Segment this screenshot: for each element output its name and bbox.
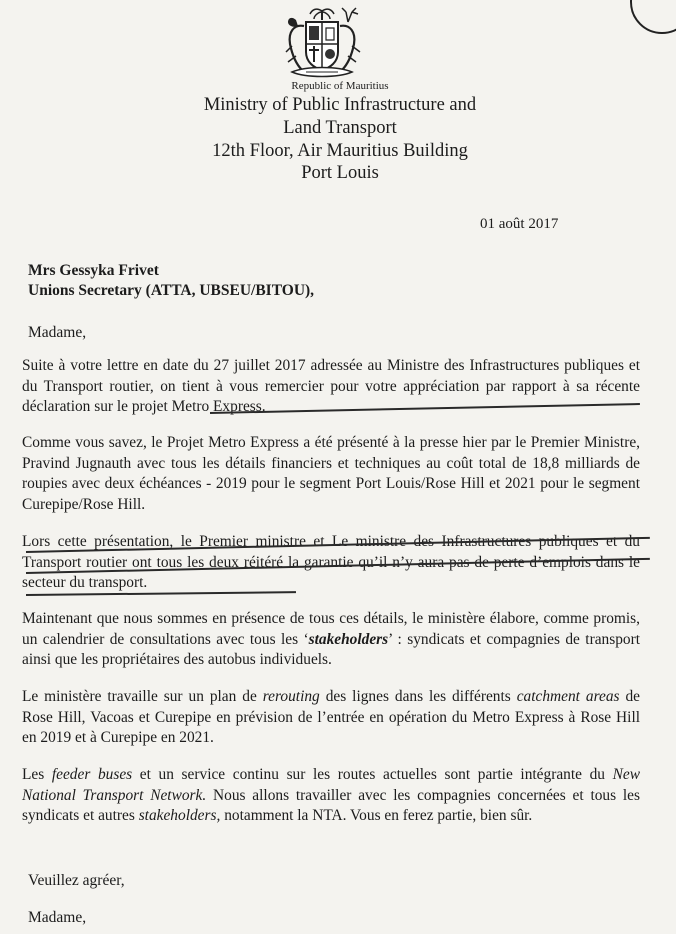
paragraph-6-feeder-buses: feeder buses bbox=[51, 766, 133, 783]
paragraph-6-network-name: New National Transport Network. bbox=[22, 766, 640, 804]
paragraph-4-text-c: ’ : syndicats et compagnies de transport ainsi que les propriétaires des autobus individuels. bbox=[22, 630, 640, 668]
letterhead-ministry-line1: Ministry of Public Infrastructure and bbox=[203, 95, 477, 115]
salutation: Madame, bbox=[28, 324, 87, 341]
letterhead-republic: Republic of Mauritius bbox=[291, 80, 389, 92]
paragraph-6-text-c: et un service continu sur les routes actuelles sont partie intégrante du bbox=[132, 766, 613, 783]
pen-mark bbox=[630, 0, 676, 34]
paragraph-5-text-a: Le ministère travaille sur un plan de bbox=[22, 688, 263, 705]
paragraph-4 bbox=[22, 609, 640, 671]
paragraph-2: Comme vous savez, le Projet Metro Express a été présenté à la presse hier par le Premier Ministre, Pravind Jugnauth avec tous les détails financiers et techniques au coût total de 18,8 milliards de roupies avec deux échéances - 2019 pour le segment Port Louis/Rose Hill et 2021 pour le segment Curepipe/Rose Hill. bbox=[22, 434, 640, 513]
paragraph-4-text-a: Maintenant que nous sommes en présence de tous ces détails, le ministère élabore, comme promis, un calendrier de consultations avec tous les ‘ bbox=[22, 610, 640, 648]
letterhead-address-line2: Port Louis bbox=[301, 163, 379, 183]
paragraph-4-stakeholders: stakeholders bbox=[308, 630, 389, 648]
letter-date: 01 août 2017 bbox=[480, 216, 559, 232]
paragraph-5 bbox=[22, 687, 640, 749]
paragraph-5-text-e: de Rose Hill, Vacoas et Curepipe en prévision de l’entrée en opération du Metro Express à Rose Hill en 2019 et à Curepipe en 2021. bbox=[22, 688, 640, 746]
recipient-title: Unions Secretary (ATTA, UBSEU/BITOU), bbox=[28, 282, 315, 299]
letterhead-address-line1: 12th Floor, Air Mauritius Building bbox=[212, 141, 468, 161]
paragraph-6 bbox=[22, 765, 640, 827]
letterhead-ministry-line2: Land Transport bbox=[283, 118, 397, 138]
paragraph-5-rerouting: rerouting bbox=[262, 688, 320, 705]
paragraph-1: Suite à votre lettre en date du 27 juillet 2017 adressée au Ministre des Infrastructures publiques et du Transport routier, on tient à vous remercier pour votre appréciation par rapport à sa récente déclaration sur le projet Metro Express. bbox=[22, 357, 640, 415]
paragraph-6-text-e: Nous allons travailler avec les compagnies concernées et tous les syndicats et autres bbox=[22, 786, 641, 824]
closing-salutation: Madame, bbox=[28, 909, 87, 926]
paragraph-6-text-g: notamment la NTA. Vous en ferez partie, bien sûr. bbox=[220, 807, 533, 824]
paragraph-3: Lors cette présentation, le Premier ministre et Le ministre des Infrastructures publiques et du Transport routier ont tous les deux réitéré la garantie qu’il n’y aura pas de perte d’emplois dans le secteur du transport. bbox=[22, 533, 640, 591]
recipient-name: Mrs Gessyka Frivet bbox=[28, 262, 159, 279]
paragraph-6-stakeholders: stakeholders, bbox=[138, 807, 221, 824]
paragraph-5-catchment-areas: catchment areas bbox=[516, 688, 620, 705]
paragraph-5-text-c: des lignes dans les différents bbox=[319, 688, 517, 705]
closing-formula: Veuillez agréer, bbox=[28, 872, 125, 889]
paragraph-6-text-a: Les bbox=[22, 766, 52, 783]
coat-of-arms-icon bbox=[276, 6, 368, 82]
